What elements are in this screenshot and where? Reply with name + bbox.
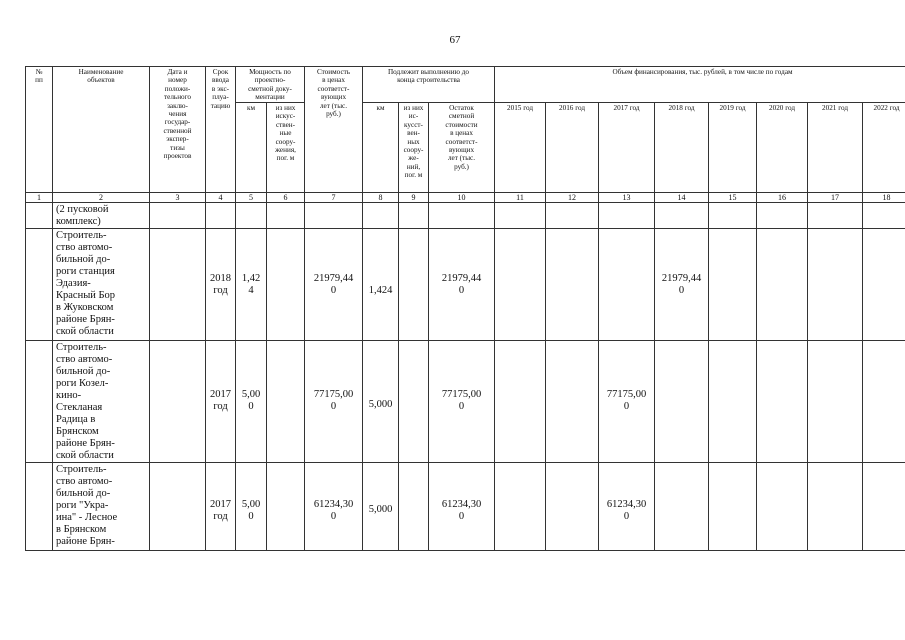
column-number: 7 [305, 193, 363, 203]
remaining-structures-cell [399, 463, 429, 551]
header-group-capacity: Мощность по проектно- сметной доку- ментации [236, 67, 305, 103]
remaining-structures-cell [399, 341, 429, 463]
remaining-structures-cell [399, 229, 429, 341]
table-row [26, 229, 905, 341]
header-col-name: Наименование объектов [53, 67, 150, 193]
header-year-2018: 2018 год [655, 103, 709, 193]
year-2022-cell [863, 463, 905, 551]
object-name-cell: Строитель- ство автомо- бильной до- роги "Укра- ина" - Лесное в Брянском районе Брян- [53, 463, 150, 551]
page-number: 67 [449, 34, 461, 46]
header-col-structures: из них искус- ствен- ные соору- жения, пог. м [267, 103, 305, 193]
row-number-cell [26, 463, 53, 551]
remaining-cost-cell: 61234,30 0 [429, 463, 495, 551]
remaining-cost-cell [429, 203, 495, 229]
year-2019-cell [709, 229, 757, 341]
column-number: 16 [757, 193, 808, 203]
year-2016-cell [546, 203, 599, 229]
year-2017-cell [599, 203, 655, 229]
year-2016-cell [546, 341, 599, 463]
year-2016-cell [546, 463, 599, 551]
header-year-2019: 2019 год [709, 103, 757, 193]
header-col-commission: Срок ввода в экс- плуа- тацию [206, 67, 236, 193]
cost-cell [305, 203, 363, 229]
column-number: 12 [546, 193, 599, 203]
column-number: 15 [709, 193, 757, 203]
commission-cell: 2017 год [206, 341, 236, 463]
header-year-2016: 2016 год [546, 103, 599, 193]
column-number: 13 [599, 193, 655, 203]
column-number: 3 [150, 193, 206, 203]
header-group-completion: Подлежит выполнению до конца строительства [363, 67, 495, 103]
year-2020-cell [757, 203, 808, 229]
year-2017-cell: 61234,30 0 [599, 463, 655, 551]
column-number: 18 [863, 193, 905, 203]
header-col-remaining-km: км [363, 103, 399, 193]
header-year-2021: 2021 год [808, 103, 863, 193]
header-year-2017: 2017 год [599, 103, 655, 193]
remaining-structures-cell [399, 203, 429, 229]
column-number: 14 [655, 193, 709, 203]
year-2021-cell [808, 203, 863, 229]
cost-cell: 77175,00 0 [305, 341, 363, 463]
row-number-cell [26, 203, 53, 229]
year-2017-cell [599, 229, 655, 341]
column-number: 17 [808, 193, 863, 203]
table-row [26, 463, 905, 551]
table-row [26, 203, 905, 229]
column-number: 9 [399, 193, 429, 203]
header-row-top [26, 67, 905, 103]
remaining-km-cell: 5,000 [363, 341, 399, 463]
cost-cell: 61234,30 0 [305, 463, 363, 551]
column-number: 2 [53, 193, 150, 203]
remaining-cost-cell: 21979,44 0 [429, 229, 495, 341]
year-2022-cell [863, 341, 905, 463]
km-cell: 1,42 4 [236, 229, 267, 341]
column-number: 5 [236, 193, 267, 203]
year-2018-cell [655, 203, 709, 229]
year-2015-cell [495, 463, 546, 551]
expertise-cell [150, 463, 206, 551]
row-number-cell [26, 341, 53, 463]
km-cell: 5,00 0 [236, 463, 267, 551]
year-2016-cell [546, 229, 599, 341]
year-2022-cell [863, 229, 905, 341]
year-2018-cell [655, 341, 709, 463]
expertise-cell [150, 203, 206, 229]
column-number-row [26, 193, 905, 203]
structures-cell [267, 463, 305, 551]
header-col-remaining-cost: Остаток сметной стоимости в ценах соответст- вующих лет (тыс. руб.) [429, 103, 495, 193]
financing-table [25, 66, 905, 551]
row-number-cell [26, 229, 53, 341]
commission-cell: 2018 год [206, 229, 236, 341]
header-col-expertise: Дата и номер положи- тельного заклю- чения государ- ственной экспер- тизы проектов [150, 67, 206, 193]
commission-cell: 2017 год [206, 463, 236, 551]
year-2022-cell [863, 203, 905, 229]
column-number: 10 [429, 193, 495, 203]
cost-cell: 21979,44 0 [305, 229, 363, 341]
structures-cell [267, 341, 305, 463]
commission-cell [206, 203, 236, 229]
year-2017-cell: 77175,00 0 [599, 341, 655, 463]
year-2021-cell [808, 229, 863, 341]
header-col-km: км [236, 103, 267, 193]
expertise-cell [150, 229, 206, 341]
header-group-financing: Объем финансирования, тыс. рублей, в том числе по годам [495, 67, 905, 103]
remaining-km-cell: 5,000 [363, 463, 399, 551]
column-number: 8 [363, 193, 399, 203]
structures-cell [267, 229, 305, 341]
year-2019-cell [709, 341, 757, 463]
object-name-cell: (2 пусковой комплекс) [53, 203, 150, 229]
year-2015-cell [495, 229, 546, 341]
year-2015-cell [495, 341, 546, 463]
expertise-cell [150, 341, 206, 463]
header-year-2022: 2022 год [863, 103, 905, 193]
year-2020-cell [757, 229, 808, 341]
year-2020-cell [757, 463, 808, 551]
header-col-number: № пп [26, 67, 53, 193]
km-cell [236, 203, 267, 229]
column-number: 11 [495, 193, 546, 203]
year-2020-cell [757, 341, 808, 463]
structures-cell [267, 203, 305, 229]
header-col-cost: Стоимость в ценах соответст- вующих лет (тыс. руб.) [305, 67, 363, 193]
year-2018-cell: 21979,44 0 [655, 229, 709, 341]
km-cell: 5,00 0 [236, 341, 267, 463]
year-2019-cell [709, 463, 757, 551]
year-2021-cell [808, 463, 863, 551]
year-2019-cell [709, 203, 757, 229]
year-2018-cell [655, 463, 709, 551]
object-name-cell: Строитель- ство автомо- бильной до- роги Козел- кино- Стекланая Радица в Брянском районе Брян- ской области [53, 341, 150, 463]
remaining-km-cell [363, 203, 399, 229]
header-col-remaining-structures: из них ис- кусст- вен- ных соору- же- ний, пог. м [399, 103, 429, 193]
remaining-km-cell: 1,424 [363, 229, 399, 341]
year-2015-cell [495, 203, 546, 229]
remaining-cost-cell: 77175,00 0 [429, 341, 495, 463]
object-name-cell: Строитель- ство автомо- бильной до- роги станция Эдазия- Красный Бор в Жуковском районе Брян- ской области [53, 229, 150, 341]
header-year-2015: 2015 год [495, 103, 546, 193]
column-number: 1 [26, 193, 53, 203]
year-2021-cell [808, 341, 863, 463]
table-row [26, 341, 905, 463]
column-number: 6 [267, 193, 305, 203]
header-year-2020: 2020 год [757, 103, 808, 193]
column-number: 4 [206, 193, 236, 203]
